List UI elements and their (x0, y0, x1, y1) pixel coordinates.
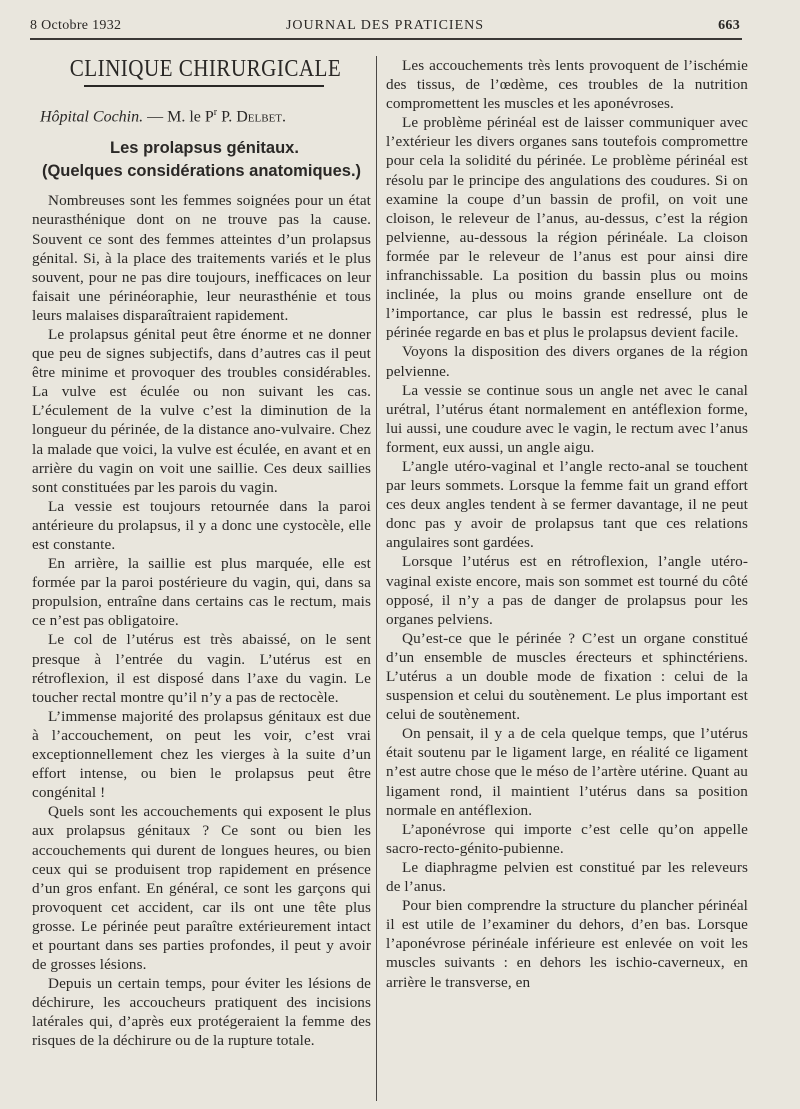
header-rule (30, 38, 742, 40)
article-subtitle: (Quelques considérations anatomiques.) (41, 162, 362, 181)
right-column (386, 56, 748, 992)
paragraph: En arrière, la saillie est plus marquée, elle est formée par la paroi postérieure du vagin, qui, dans sa propulsion, entraîne dans certains cas le rectum, mais ce n’est pas obligatoire. (32, 555, 371, 630)
section-title: CLINIQUE CHIRURGICALE (69, 56, 342, 82)
issue-date: 8 Octobre 1932 (30, 18, 122, 33)
paragraph: L’immense majorité des prolapsus génitaux est due à l’accouchement, on peut les voir, c’est vrai exceptionnellement chez les vierges à la suite d’un effort intense, ou bien le prolapsus peut être congénital ! (32, 707, 371, 802)
paragraph: Lorsque l’utérus est en rétroflexion, l’angle utéro-vaginal existe encore, mais son sommet est tourné du côté opposé, il n’y a pas de danger de prolapsus pour les organes pelviens. (386, 553, 748, 628)
left-column (18, 48, 371, 1051)
paragraph: Depuis un certain temps, pour éviter les lésions de déchirure, les accoucheurs pratiquent des incisions latérales qui, d’après eux protégeraient la femme des risques de la déchirure ou de la rupture totale. (32, 975, 371, 1050)
paragraph: L’aponévrose qui importe c’est celle qu’on appelle sacro-recto-génito-pubienne. (386, 820, 748, 857)
paragraph: Qu’est-ce que le périnée ? C’est un organe constitué d’un ensemble de muscles érecteurs et sphinctériens. L’utérus a un double mode de fixation : celui de la suspension et celui du soutènement. Le plus important est celui de soutènement. (386, 629, 748, 724)
paragraph: Le diaphragme pelvien est constitué par les releveurs de l’anus. (386, 858, 748, 896)
right-body-text (386, 56, 748, 992)
paragraph: La vessie se continue sous un angle net avec le canal urétral, l’utérus étant normalement en antéflexion forme, lui aussi, une coudure avec le vagin, le rectum avec l’anus forment, eux aussi, un angle aigu. (386, 381, 748, 456)
byline-prefix: — M. le P (143, 108, 214, 126)
article-title: Les prolapsus génitaux. (110, 139, 299, 158)
paragraph: Voyons la disposition des divers organes de la région pelvienne. (386, 343, 748, 380)
paragraph: Le col de l’utérus est très abaissé, on le sent presque à l’entrée du vagin. L’utérus est en rétroflexion, il est disposé dans l’axe du vagin. Le toucher rectal montre qu’il n’y a pas de rectocèle. (32, 631, 371, 706)
paragraph: Le problème périnéal est de laisser communiquer avec l’extérieur les divers organes sans toutefois compromettre pour cela la solidité du périnée. Le problème périnéal est résolu par le principe des angulations des coudures. Si on examine la coupe d’un bassin de profil, on voit une cloison, le releveur de l’anus, au-dessus, c’est la région pelvienne, au-dessous la région périnéale. La cloison formée par le releveur de l’anus est pour ainsi dire infranchissable. La position du bassin plus ou moins inclinée, la plus ou moins grande ensellure ont de l’importance, car plus le bassin est redressé, plus le périnée regarde en bas et plus le prolapsus devient facile. (386, 114, 748, 342)
paragraph: L’angle utéro-vaginal et l’angle recto-anal se touchent par leurs sommets. Lorsque la femme fait un grand effort ces deux angles tendent à se fermer davantage, il ne peut donc pas y avoir de prolapsus tant que ces relations angulaires sont gardées. (386, 457, 748, 552)
author-surname: Delbet. (236, 108, 287, 126)
paragraph: Le prolapsus génital peut être énorme et ne donner que peu de signes subjectifs, dans d’autres cas il peut être minime et provoquer des troubles considérables. La vulve est éculée ou non suivant les cas. L’éculement de la vulve c’est la diminution de la longueur du périnée, de la distance ano-vulvaire. Chez la malade que voici, la vulve est éculée, en avant et en arrière du vagin on voit une saillie. Ces deux saillies sont constituées par les parois du vagin. (32, 325, 371, 496)
hospital-name: Hôpital Cochin. (40, 108, 144, 126)
paragraph: Nombreuses sont les femmes soignées pour un état neurasthénique dont on ne trouve pas la cause. Souvent ce sont des femmes atteintes d’un prolapsus génital. Si, à la place des traitements variés et le plus souvent, pour ne pas dire toujours, inefficaces on leur faisait une périnéoraphie, leur neurasthénie et tous leurs malaises disparaîtraient rapidement. (32, 192, 371, 324)
paragraph: Quels sont les accouchements qui exposent le plus aux prolapsus génitaux ? Ce sont ou bien les accouchements qui durent de longues heures, ou bien ceux qui se produisent trop rapidement en présence d’un gros enfant. En général, ce sont les garçons qui provoquent cet accident, car ils ont une tête plus grosse. Le périnée peut paraître extérieurement intact et pourtant dans ses parties profondes, il peut y avoir de grosses lésions. (32, 803, 371, 974)
author-initial: P. (217, 108, 237, 126)
paragraph: La vessie est toujours retournée dans la paroi antérieure du prolapsus, il y a donc une cystocèle, elle est constante. (32, 497, 371, 554)
left-body-text (18, 191, 371, 1050)
page-header (30, 18, 740, 38)
byline-superscript: r (213, 107, 218, 118)
journal-title: JOURNAL DES PRATICIENS (285, 18, 485, 33)
paragraph: Les accouchements très lents provoquent de l’ischémie des tissus, de l’œdème, ces troubles de la nutrition compromettent les muscles et les aponévroses. (386, 57, 748, 113)
section-title-underline (84, 85, 324, 87)
paragraph: On pensait, il y a de cela quelque temps, que l’utérus était soutenu par le ligament large, en réalité ce ligament n’est autre chose que le méso de l’artère utérine. Quant au ligament rond, il maintient l’utérus dans sa position normale en antéflexion. (386, 725, 748, 819)
page-number: 663 (718, 18, 740, 33)
hospital-byline (40, 107, 371, 126)
paragraph: Pour bien comprendre la structure du plancher périnéal il est utile de l’examiner du dehors, d’en bas. Lorsque l’aponévrose périnéale inférieure est enlevée on voit les muscles suivants : en dehors les ischio-caverneux, en arrière le transverse, en (386, 897, 748, 991)
column-divider (376, 56, 377, 1101)
